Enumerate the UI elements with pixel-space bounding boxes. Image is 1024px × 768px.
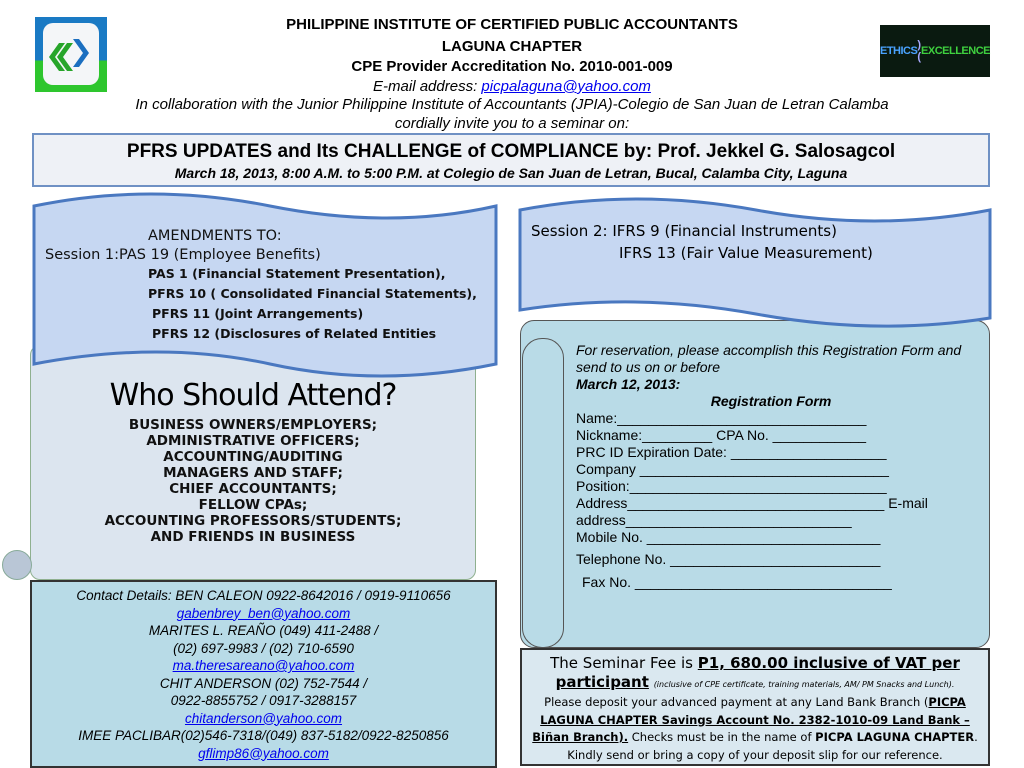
attend-heading: Who Should Attend?	[109, 378, 397, 413]
chapter-name: LAGUNA CHAPTER	[441, 38, 583, 55]
prc-expiration-field[interactable]: PRC ID Expiration Date: ____________________	[576, 444, 887, 460]
session1-item: PFRS 11 (Joint Arrangements)	[152, 306, 364, 321]
email-label: E-mail address:	[373, 78, 482, 95]
contact-line: 0922-8855752 / 0917-3288157	[170, 693, 357, 708]
attend-line: AND FRIENDS IN BUSINESS	[150, 529, 356, 545]
attend-line: MANAGERS AND STAFF;	[163, 465, 343, 481]
contact-details-box	[30, 580, 497, 768]
attend-line: CHIEF ACCOUNTANTS;	[169, 481, 337, 497]
scroll-roll	[522, 338, 564, 648]
contact-line: MARITES L. REAÑO (049) 411-2488 /	[148, 623, 379, 638]
contact-line: CHIT ANDERSON (02) 752-7544 /	[159, 675, 368, 691]
seminar-title-box	[32, 133, 990, 187]
session2-line2: IFRS 13 (Fair Value Measurement)	[619, 244, 873, 262]
checks-text: Checks must be in the name of	[628, 730, 816, 744]
bank-account: PICPA LAGUNA CHAPTER Savings Account No. 2382-1010-09 Land Bank – Biñan Branch).	[532, 695, 970, 744]
contact-email-link[interactable]: gabenbrey_ben@yahoo.com	[176, 605, 351, 621]
contact-line: (02) 697-9983 / (02) 710-6590	[173, 640, 354, 656]
registration-form-title: Registration Form	[710, 393, 832, 409]
contact-line: Contact Details: BEN CALEON 0922-8642016 / 0919-9110656	[76, 588, 451, 603]
mobile-field[interactable]: Mobile No. ______________________________	[576, 529, 881, 545]
checks-end: .	[974, 730, 978, 744]
fee-prefix: The Seminar Fee is	[550, 654, 698, 672]
attend-line: ADMINISTRATIVE OFFICERS;	[146, 433, 360, 449]
contact-email-link[interactable]: gflimp86@yahoo.com	[198, 745, 329, 761]
session1-item: PFRS 12 (Disclosures of Related Entities	[152, 326, 437, 341]
email-link[interactable]: picpalaguna@yahoo.com	[481, 78, 651, 95]
invite-text: cordially invite you to a seminar on:	[394, 115, 630, 132]
session2-line1: Session 2: IFRS 9 (Financial Instruments)	[531, 222, 837, 240]
accreditation: CPE Provider Accreditation No. 2010-001-009	[351, 58, 673, 75]
session1-heading: AMENDMENTS TO:	[148, 228, 282, 244]
fee-box	[520, 648, 990, 766]
nickname-cpa-field[interactable]: Nickname:_________ CPA No. ____________	[576, 427, 867, 443]
session1-item: PFRS 10 ( Consolidated Financial Statements),	[148, 286, 477, 301]
company-field[interactable]: Company ________________________________	[576, 461, 889, 477]
scroll-curl	[2, 550, 32, 580]
contact-email-link[interactable]: ma.theresareano@yahoo.com	[172, 658, 355, 673]
telephone-field[interactable]: Telephone No. ___________________________	[576, 551, 881, 567]
contact-line: IMEE PACLIBAR(02)546-7318/(049) 837-5182/0922-8250856	[78, 728, 449, 743]
session1-item: PAS 1 (Financial Statement Presentation),	[148, 266, 446, 281]
seminar-details: March 18, 2013, 8:00 A.M. to 5:00 P.M. at Colegio de San Juan de Letran, Bucal, Calamba City, Laguna	[174, 165, 848, 181]
fee-inclusions: (inclusive of CPE certificate, training materials, AM/ PM Snacks and Lunch).	[653, 680, 955, 689]
deposit-text: Please deposit your advanced payment at any Land Bank Branch (	[544, 695, 929, 709]
position-field[interactable]: Position:_________________________________	[576, 478, 887, 494]
fax-field[interactable]: Fax No. _________________________________	[582, 574, 892, 590]
contact-email-link[interactable]: chitanderson@yahoo.com	[184, 710, 343, 726]
slip-text: Kindly send or bring a copy of your deposit slip for our reference.	[567, 747, 943, 762]
org-name: PHILIPPINE INSTITUTE OF CERTIFIED PUBLIC ACCOUNTANTS	[286, 16, 738, 33]
fee-amount: P1, 680.00 inclusive of VAT per participant	[555, 654, 960, 691]
attend-line: BUSINESS OWNERS/EMPLOYERS;	[128, 417, 378, 433]
session2-banner	[516, 196, 994, 330]
attend-line: FELLOW CPAs;	[198, 497, 308, 513]
session1-title: Session 1:PAS 19 (Employee Benefits)	[45, 247, 321, 263]
ethics-excellence-logo: ETHICS )( EXCELLENCE	[880, 25, 990, 77]
registration-intro: For reservation, please accomplish this Registration Form and send to us on or before	[576, 342, 962, 375]
seminar-title: PFRS UPDATES and Its CHALLENGE of COMPLIANCE by: Prof. Jekkel G. Salosagcol	[126, 141, 896, 162]
collab-text: In collaboration with the Junior Philippine Institute of Accountants (JPIA)-Colegio de San Juan de Letran Calamba	[135, 96, 889, 113]
payee: PICPA LAGUNA CHAPTER	[815, 730, 975, 744]
attend-line: ACCOUNTING/AUDITING	[163, 449, 343, 465]
registration-deadline: March 12, 2013:	[576, 376, 681, 392]
name-field[interactable]: Name:________________________________	[576, 410, 867, 426]
attend-line: ACCOUNTING PROFESSORS/STUDENTS;	[104, 513, 402, 529]
address-email-field[interactable]: Address_________________________________ E-mail address_____________________________	[576, 495, 928, 528]
